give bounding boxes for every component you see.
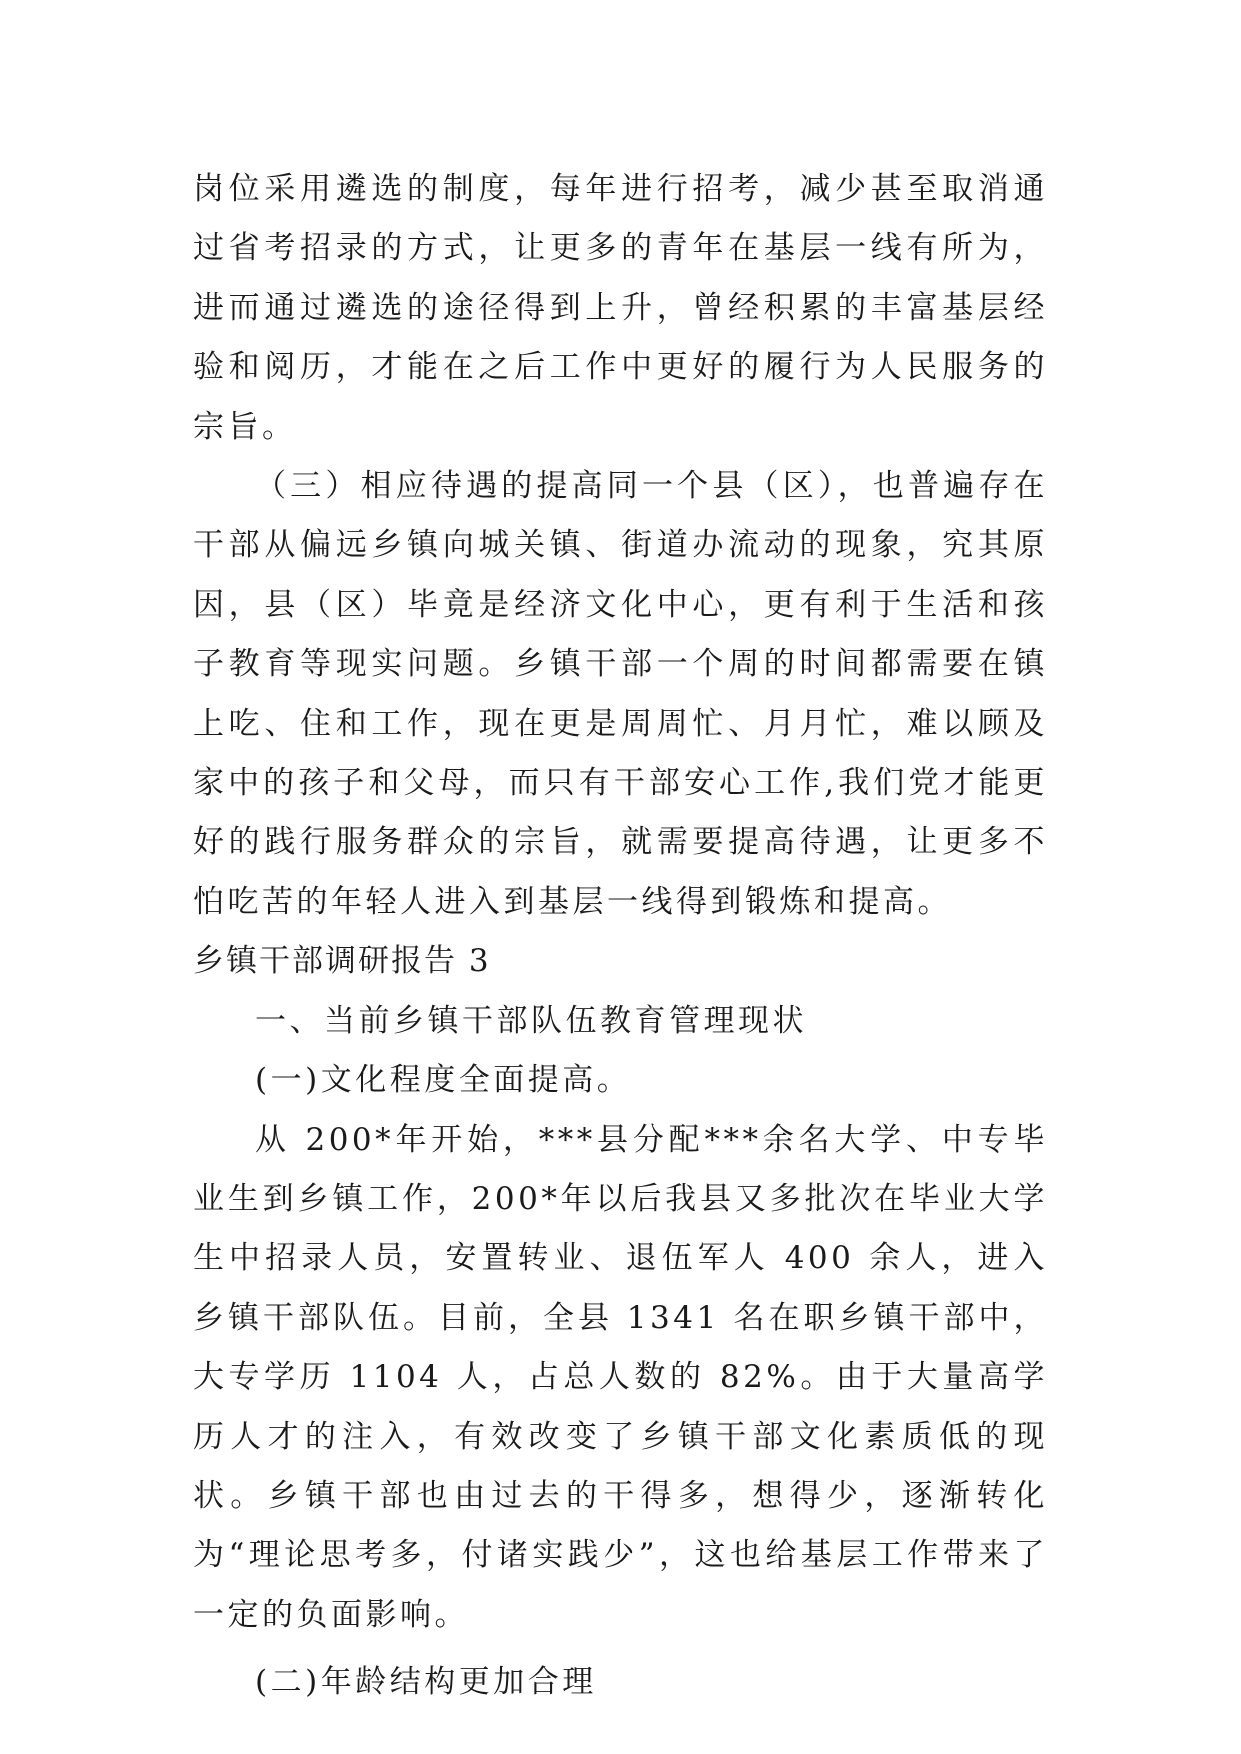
document-body bbox=[193, 160, 1048, 1713]
paragraph-continuation: 岗位采用遴选的制度，每年进行招考，减少甚至取消通过省考招录的方式，让更多的青年在基层一线有所为，进而通过遴选的途径得到上升，曾经积累的丰富基层经验和阅历，才能在之后工作中更好的履行为人民服务的宗旨。 bbox=[193, 171, 1048, 445]
subsection-heading-two: (二)年龄结构更加合理 bbox=[255, 1664, 597, 1701]
paragraph-education-level: 从 200*年开始，***县分配***余名大学、中专毕业生到乡镇工作，200*年以后我县又多批次在毕业大学生中招录人员，安置转业、退伍军人 400 余人，进入乡镇干部队伍。目前，全县 1341 名在职乡镇干部中，大专学历 1104 人，占总人数的 82%。由于大量高学历人才的注入，有效改变了乡镇干部文化素质低的现状。乡镇干部也由过去的干得多，想得少，逐渐转化为“理论思考多，付诸实践少”，这也给基层工作带来了一定的负面影响。 bbox=[193, 1121, 1048, 1633]
report-title: 乡镇干部调研报告 3 bbox=[193, 943, 491, 980]
subsection-heading-one: (一)文化程度全面提高。 bbox=[255, 1062, 632, 1099]
paragraph-section-three: （三）相应待遇的提高同一个县（区），也普遍存在干部从偏远乡镇向城关镇、街道办流动的现象，究其原因，县（区）毕竟是经济文化中心，更有利于生活和孩子教育等现实问题。乡镇干部一个周的时间都需要在镇上吃、住和工作，现在更是周周忙、月月忙，难以顾及家中的孩子和父母，而只有干部安心工作,我们党才能更好的践行服务群众的宗旨，就需要提高待遇，让更多不怕吃苦的年轻人进入到基层一线得到锻炼和提高。 bbox=[193, 468, 1048, 920]
section-heading-one: 一、当前乡镇干部队伍教育管理现状 bbox=[255, 1002, 807, 1039]
